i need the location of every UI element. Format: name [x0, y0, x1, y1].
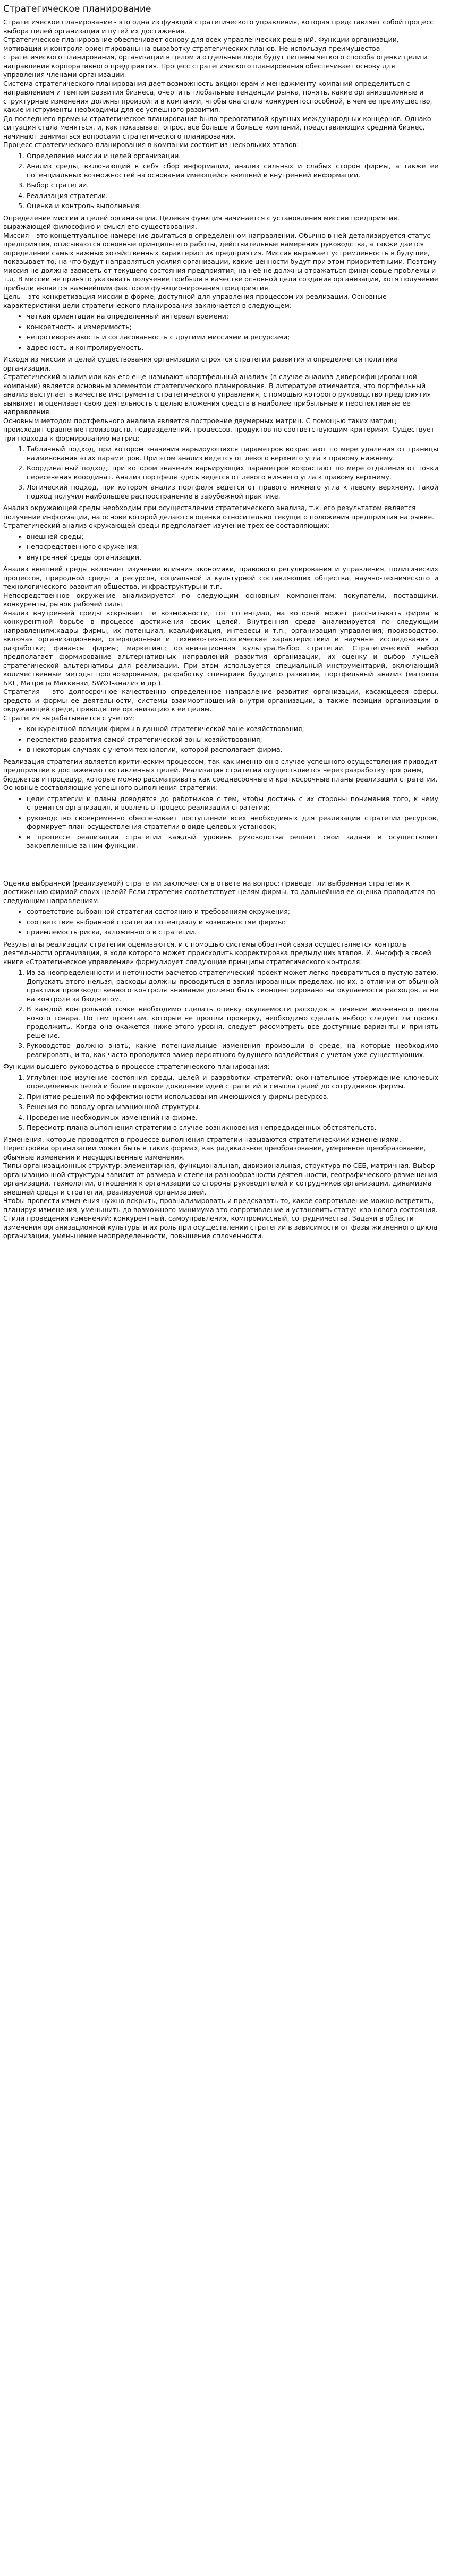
list-item: 4. Реализация стратегии. — [27, 192, 438, 201]
list-item: 2. Анализ среды, включающий в себя сбор информации, анализ сильных и слабых сторон фирмы, а также ее потенциальных возможностей на основании имеющейся внешней и внутренней информации. — [27, 162, 438, 179]
mission-text: Определение миссии и целей организации. Целевая функция начинается с установления миссии предприятия, выражающей философию и смысл его существования. Миссия – это концептуальное намерение двигаться в определенном направлении. Обычно в ней детализируется статус предприятия, описываются основные принципы его работы, действительные намерения руководства, а также дается определение самых важных хозяйственных характеристик предприятия. Миссия выражает устремленность в будущее, показывает то, на что будут направляться усилия организации, какие ценности будут при этом приоритетными. Поэтому миссия не должна зависеть от текущего состояния предприятия, на неё не должны отражаться финансовые проблемы и т.д. В миссии не принято указывать получение прибыли в качестве основной цели создания организации, хотя получение прибыли является важнейшим фактором функционирования предприятия. Цель – это конкретизация миссии в форме, доступной для управления процессом их реализации. Основные характеристики цели стратегического планирования заключается в следующем: — [3, 213, 438, 310]
external-text: Анализ внешней среды включает изучение влияния экономики, правового регулирования и управления, политических процессов, природной среды и ресурсов, социальной и культурной составляющих общества, научно-технического и технологического развития общества, инфраструктуры и т.п. Непосредственное окружение анализируется по следующим основным компонентам: покупатели, поставщики, конкуренты, рынок рабочей силы. Анализ внутренней среды вскрывает те возможности, тот потенциал, на который может рассчитывать фирма в конкурентной борьбе в процессе достижения своих целей. Внутренняя среда анализируется по следующим направлениям:кадры фирмы, их потенциал, квалификация, интересы и т.п.; организация управления; производство, включая организационные, операционные и технико-технологические характеристики и научные исследования и разработки; финансы фирмы; маркетинг; организационная культура.Выбор стратегии. Стратегический выбор предполагает формирование альтернативных направлений развития организации, их оценку и выбор лучшей стратегической альтернативы для реализации. При этом используется специальный инструментарий, включающий количественные методы прогнозирования, разработку сценариев будущего развития, портфельный анализ (матрица БКГ, Матрица Маккинзи, SWOT-анализ и др.). Стратегия – это долгосрочное качественно определенное направление развития организации, касающееся сферы, средств и формы ее деятельности, системы взаимоотношений внутри организации, а также позиции организации в окружающей среде, приводящее организацию к ее целям. Стратегия вырабатывается с учетом: — [3, 565, 438, 722]
evaluation-directions-list — [3, 907, 438, 937]
list-item: 3. Логический подход, при котором анализ портфеля ведется от правого нижнего угла к левому верхнему. Такой подход получил наибольшее распространение в зарубежной практике. — [27, 483, 438, 501]
changes-section — [3, 1136, 438, 1241]
approaches-list — [3, 445, 438, 501]
success-components-list — [3, 795, 438, 851]
strategy-factors-list — [3, 725, 438, 754]
implementation-section — [3, 758, 438, 851]
list-item: • руководство своевременно обеспечивает поступление всех необходимых для реализации стратегии ресурсов, формирует план осуществления стратегии в виде целевых установок; — [27, 814, 438, 831]
intro-section — [3, 18, 438, 211]
list-item: • непосредственного окружения; — [27, 543, 438, 552]
external-section — [3, 565, 438, 754]
list-item: 3. Руководство должно знать, какие потенциальные изменения произошли в среде, на которые необходимо реагировать, и то, как часто проводится замер вероятного будущего воздействия с учетом уже существующих. — [27, 1042, 438, 1059]
list-item: 2. В каждой контрольной точке необходимо сделать оценку окупаемости расходов в течение жизненного цикла нового товара. По тем проектам, которые не прошли проверку, необходимо сделать выбор: следует ли проект продолжить. Когда она окажется ниже этого уровня, следует рассмотреть все доступные варианты и принять решение. — [27, 1005, 438, 1040]
top-management-section — [3, 1062, 438, 1132]
environment-section — [3, 504, 438, 562]
list-item: 5. Пересмотр плана выполнения стратегии в случае возникновения непредвиденных обстоятельств. — [27, 1123, 438, 1132]
list-item: • соответствие выбранной стратегии потенциалу и возможностям фирмы; — [27, 918, 438, 927]
control-text: Результаты реализации стратегии оцениваются, и с помощью системы обратной связи осуществляется контроль деятельности организации, в ходе которого может происходить корректировка предыдущих этапов. И. Ансофф в своей книге «Стратегическое управление» формулирует следующие принципы стратегического контроля: — [3, 940, 431, 966]
intro-text: Стратегическое планирование - это одна из функций стратегического управления, которая представляет собой процесс выбора целей организации и путей их достижения. Стратегическое планирование обеспечивает основу для всех управленческих решений. Функции организации, мотивации и контроля ориентированы на выработку стратегических планов. Не используя преимущества стратегического планирования, организации в целом и отдельные люди будут лишены четкого способа оценки цели и направления корпоративного предприятия. Процесс стратегического планирования обеспечивает основу для управления членами организации. Система стратегического планирования дает возможность акционерам и менеджменту компаний определиться с направлением и темпом развития бизнеса, очертить глобальные тенденции рынка, понять, какие организационные и структурные изменения должны произойти в компании, чтобы она стала конкурентоспособной, в чем ее преимущество, какие инструменты необходимы для ее успешного развития. До последнего времени стратегическое планирование было прерогативой крупных международных концернов. Однако ситуация стала меняться, и, как показывает опрос, все больше и больше компаний, представляющих средний бизнес, начинают заниматься вопросами стратегического планирования. Процесс стратегического планирования в компании состоит из нескольких этапов: — [3, 18, 434, 149]
stages-list — [3, 152, 438, 211]
list-item: • внутренней среды организации. — [27, 553, 438, 562]
list-item: • непротиворечивость и согласованность с другими миссиями и ресурсами; — [27, 333, 438, 342]
article — [0, 0, 443, 1248]
top-management-list — [3, 1074, 438, 1132]
list-item: • адресность и контролируемость. — [27, 344, 438, 353]
list-item: • приемлемость риска, заложенного в стратегии. — [27, 928, 438, 937]
implementation-text: Реализация стратегии является критическим процессом, так как именно он в случае успешного осуществления приводит предприятие к достижению поставленных целей. Реализация стратегии осуществляется через разработку программ, бюджетов и процедур, которые можно рассматривать как среднесрочные и краткосрочные планы реализации стратегии. Основные составляющие успешного выполнения стратегии: — [3, 757, 438, 792]
control-section — [3, 940, 438, 1060]
list-item: • перспектив развития самой стратегической зоны хозяйствования; — [27, 735, 438, 744]
list-item: 4. Проведение необходимых изменений на фирме. — [27, 1113, 438, 1122]
environment-text: Анализ окружающей среды необходим при осуществлении стратегического анализа, т.к. его результатом является получение информации, на основе которой делаются оценки относительно текущего положения предприятия на рынке. Стратегический анализ окружающей среды предполагает изучение трех ее составляющих: — [3, 504, 435, 530]
list-item: • в процессе реализации стратегии каждый уровень руководства решает свои задачи и осуществляет закрепленные за ним функции. — [27, 833, 438, 851]
list-item: 1. Табличный подход, при котором значения варьирующихся параметров возрастают по мере удаления от границы наименования этих параметров. При этом анализ ведется от левого верхнего угла к правому нижнему. — [27, 445, 438, 462]
page-title: Стратегическое планирование — [3, 4, 151, 14]
list-item: 2. Координатный подход, при котором значения варьирующих параметров возрастают по мере отдаления от точки пересечения координат. Анализ портфеля здесь ведется от левого нижнего угла к правому верхнему. — [27, 464, 438, 482]
list-item: 3. Выбор стратегии. — [27, 181, 438, 190]
goal-traits-list — [3, 312, 438, 352]
environment-parts-list — [3, 533, 438, 562]
evaluation-text: Оценка выбранной (реализуемой) стратегии заключается в ответе на вопрос: приведет ли выбранная стратегия к достижению фирмой своих целей? Если стратегия соответствует целям фирмы, то дальнейшая ее оценка проводится по следующим направлениям: — [3, 879, 436, 905]
mission-section — [3, 214, 438, 353]
spacer — [3, 854, 438, 879]
list-item: • внешней среды; — [27, 533, 438, 542]
list-item: 3. Решения по поводу организационной структуры. — [27, 1103, 438, 1112]
actions-text: Функции высшего руководства в процессе стратегического планирования: — [3, 1062, 270, 1071]
list-item: 1. Углубленное изучение состояния среды, целей и разработки стратегий: окончательное утверждение ключевых определенных целей и более широкое доведение идей стратегий и смысла целей до сотрудников фирмы. — [27, 1074, 438, 1091]
list-item: 5. Оценка и контроль выполнения. — [27, 202, 438, 211]
list-item: 2. Принятие решений по эффективности использования имеющихся у фирмы ресурсов. — [27, 1093, 438, 1102]
list-item: • четкая ориентация на определенный интервал времени; — [27, 312, 438, 321]
list-item: 1. Определение миссии и целей организации. — [27, 152, 438, 161]
control-principles-list — [3, 968, 438, 1059]
list-item: • конкретность и измеримость; — [27, 323, 438, 332]
changes-text: Изменения, которые проводятся в процессе выполнения стратегии называются стратегическими изменениями. Перестройка организации может быть в таких формах, как радикальное преобразование, умеренное преобразование, обычные изменения и несущественные изменения. Типы организационных структур: элементарная, функциональная, дивизиональная, структура по СЕБ, матричная. Выбор организационной структуры зависит от размера и степени разнообразности деятельности, географического размещения организации, технологии, отношения к организации со стороны руководителей и сотрудников организации, динамизма внешней среды и стратегии, реализуемой организацией. Чтобы провести изменения нужно вскрыть, проанализировать и предсказать то, какое сопротивление можно встретить, планируя изменения, уменьшить до возможного минимума это сопротивление и установить статус-кво нового состояния. Стили проведения изменений: конкурентный, самоуправления, компромиссный, сотрудничества. Задачи в области изменения организационной культуры и их роль при осуществлении стратегии в зависимости от фазы жизненного цикла организации, уменьшение неопределенности, повышение сплоченности. — [3, 1135, 438, 1240]
list-item: • в некоторых случаях с учетом технологии, которой располагает фирма. — [27, 745, 438, 754]
list-item: 1. Из-за неопределенности и неточности расчетов стратегический проект может легко превратиться в пустую затею. Допускать этого нельзя, расходы должны проводиться в запланированных пределах, но их, в отличии от обычной практики производственного контроля внимание должно быть сконцентрировано на окупаемости расходов, а не на контроле за бюджетом. — [27, 968, 438, 1003]
analysis-text: Исходя из миссии и целей существования организации строятся стратегии развития и определяется политика организации. Стратегический анализ или как его еще называют «портфельный анализ» (в случае анализа диверсифицированной компании) является основным элементом стратегического планирования. В литературе отмечается, что портфельный анализ выступает в качестве инструмента стратегического управления, с помощью которого руководство предприятия выявляет и оценивает свою деятельность с целью вложения средств в наиболее прибыльные и перспективные ее направления. Основным методом портфельного анализа является построение двумерных матриц. С помощью таких матриц происходит сравнение производств, подразделений, процессов, продуктов по соответствующим критериям. Существует три подхода к формированию матриц: — [3, 355, 435, 442]
list-item: • конкурентной позиции фирмы в данной стратегической зоне хозяйствования; — [27, 725, 438, 734]
evaluation-section — [3, 879, 438, 937]
list-item: • цели стратегии и планы доводятся до работников с тем, чтобы достичь с их стороны понимания того, к чему стремится организация, и вовлечь в процесс реализации стратегии; — [27, 795, 438, 812]
analysis-section — [3, 355, 438, 501]
list-item: • соответствие выбранной стратегии состоянию и требованиям окружения; — [27, 907, 438, 916]
